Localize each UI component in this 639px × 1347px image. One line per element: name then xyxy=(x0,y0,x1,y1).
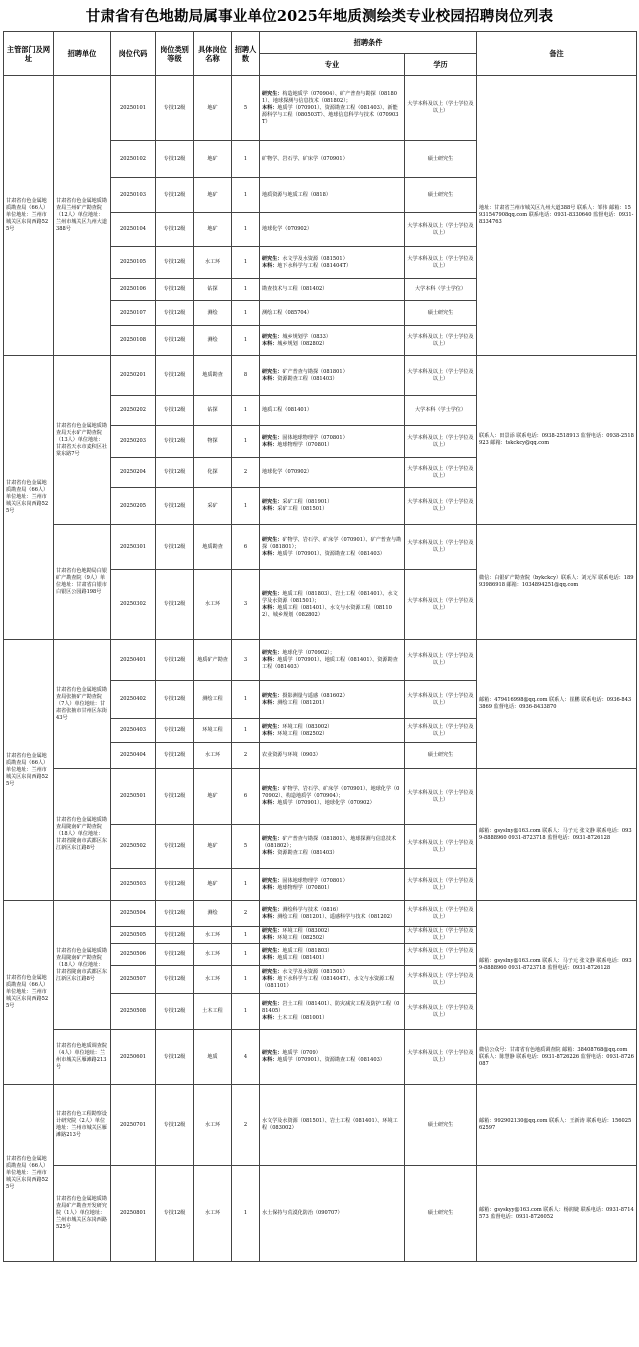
major-cell xyxy=(260,769,405,825)
post-count-cell: 1 xyxy=(232,396,260,426)
table-row xyxy=(4,356,637,396)
unit-cell: 甘肃省有色金属地质勘查局张掖矿产勘查院（7人）单位地址：甘肃省张掖市甘州区东街43号 xyxy=(54,640,111,769)
education-cell: 大学本科及以上（学士学位及以上） xyxy=(405,458,477,488)
major-line: 研究生：岩土工程（081401）、防灾减灾工程及防护工程（081405） xyxy=(262,1001,400,1014)
post-code-cell: 20250107 xyxy=(111,301,156,326)
major-line: 本科：地球物理学（070801） xyxy=(262,884,333,891)
post-count-cell: 1 xyxy=(232,681,260,719)
post-code-cell: 20250801 xyxy=(111,1166,156,1262)
major-line: 本科：地球物理学（070801） xyxy=(262,441,333,448)
post-count-cell: 1 xyxy=(232,141,260,178)
header-code: 岗位代码 xyxy=(111,32,156,76)
post-code-cell: 20250401 xyxy=(111,640,156,681)
post-count-cell: 2 xyxy=(232,901,260,927)
post-code-cell: 20250102 xyxy=(111,141,156,178)
post-count-cell: 3 xyxy=(232,640,260,681)
major-line: 本科：环境工程（082502） xyxy=(262,730,328,737)
major-line: 勘查技术与工程（081402） xyxy=(262,286,328,292)
major-cell xyxy=(260,901,405,927)
major-cell xyxy=(260,1030,405,1085)
post-code-cell: 20250201 xyxy=(111,356,156,396)
post-count-cell: 1 xyxy=(232,869,260,901)
unit-cell: 甘肃省有色金属地质勘查局陇南矿产勘查院（18人）单位地址：甘肃省陇南市武都区东江新区东江路8号 xyxy=(54,769,111,901)
major-line: 本科：测绘工程（081201） xyxy=(262,699,328,706)
major-cell xyxy=(260,927,405,944)
post-name-cell: 地矿 xyxy=(194,825,232,869)
table-row xyxy=(4,1166,637,1262)
post-code-cell: 20250504 xyxy=(111,901,156,927)
post-code-cell: 20250103 xyxy=(111,178,156,213)
major-cell xyxy=(260,1085,405,1166)
post-level-cell: 专技12级 xyxy=(156,326,194,356)
post-level-cell: 专技12级 xyxy=(156,458,194,488)
post-name-cell: 水工环 xyxy=(194,966,232,994)
major-line: 测绘工程（085704） xyxy=(262,309,313,316)
post-count-cell: 8 xyxy=(232,356,260,396)
post-level-cell: 专技12级 xyxy=(156,1166,194,1262)
post-name-cell: 水工环 xyxy=(194,1085,232,1166)
post-code-cell: 20250501 xyxy=(111,769,156,825)
major-cell xyxy=(260,213,405,247)
major-line: 本科：资源勘查工程（081403） xyxy=(262,850,338,856)
post-code-cell: 20250601 xyxy=(111,1030,156,1085)
page-title: 甘肃省有色地勘局属事业单位2025年地质测绘类专业校园招聘岗位列表 xyxy=(85,8,554,25)
major-cell xyxy=(260,396,405,426)
education-cell: 硕士研究生 xyxy=(405,301,477,326)
major-cell xyxy=(260,326,405,356)
post-level-cell: 专技12级 xyxy=(156,488,194,525)
education-cell: 硕士研究生 xyxy=(405,743,477,769)
post-level-cell: 专技12级 xyxy=(156,719,194,743)
header-post: 具体岗位名称 xyxy=(194,32,232,76)
major-line: 研究生：构造地质学（070904）、矿产普查与勘探（081801）、地球探测与信息技术（081802）； xyxy=(262,90,397,104)
post-name-cell: 环境工程 xyxy=(194,719,232,743)
note-cell: 邮箱：479416998@qq.com 联系人：崔鹏 联系电话：0936-8433869 监督电话：0936-8433870 xyxy=(477,640,637,769)
major-cell xyxy=(260,141,405,178)
education-cell: 大学本科及以上（学士学位及以上） xyxy=(405,901,477,927)
major-cell xyxy=(260,488,405,525)
post-count-cell: 5 xyxy=(232,825,260,869)
post-count-cell: 2 xyxy=(232,458,260,488)
header-major: 专业 xyxy=(260,54,405,76)
major-line: 研究生：地球化学（070902）； xyxy=(262,649,335,656)
major-line: 本科：土木工程（081001） xyxy=(262,1015,328,1021)
post-count-cell: 1 xyxy=(232,178,260,213)
major-line: 研究生：摄影测量与遥感（081602） xyxy=(262,692,348,699)
education-cell: 大学本科及以上（学士学位及以上） xyxy=(405,356,477,396)
dept-cell: 甘肃省有色金属地质勘查局（66人）单位地址：兰州市城关区东岗西路525号 xyxy=(4,901,54,1085)
post-level-cell: 专技12级 xyxy=(156,76,194,141)
note-cell: 地址：甘肃省兰州市城关区九州大道388号 联系人：邹伟 邮箱：15931547908qq.com 联系电话：0931-8330640 监督电话：0931-8334763 xyxy=(477,76,637,356)
major-cell xyxy=(260,76,405,141)
post-code-cell: 20250108 xyxy=(111,326,156,356)
header-unit: 招聘单位 xyxy=(54,32,111,76)
major-cell xyxy=(260,525,405,570)
post-name-cell: 地矿 xyxy=(194,213,232,247)
major-line: 农业资源与环境（0903） xyxy=(262,752,321,758)
major-line: 研究生：环境工程（083002） xyxy=(262,928,333,934)
header-conditions: 招聘条件 xyxy=(260,32,477,54)
post-code-cell: 20250302 xyxy=(111,570,156,640)
post-code-cell: 20250508 xyxy=(111,994,156,1030)
education-cell: 大学本科及以上（学士学位及以上） xyxy=(405,640,477,681)
post-count-cell: 3 xyxy=(232,570,260,640)
education-cell: 大学本科及以上（学士学位及以上） xyxy=(405,326,477,356)
post-count-cell: 5 xyxy=(232,76,260,141)
post-name-cell: 地矿 xyxy=(194,76,232,141)
note-cell: 邮箱：gsyskyy@163.com 联系人：杨润婕 联系电话：0931-8714573 监督电话：0931-8726052 xyxy=(477,1166,637,1262)
post-count-cell: 1 xyxy=(232,994,260,1030)
header-dept: 主管部门及网址 xyxy=(4,32,54,76)
major-line: 矿物学、岩石学、矿床学（070901） xyxy=(262,155,348,162)
post-name-cell: 钻探 xyxy=(194,396,232,426)
post-name-cell: 物探 xyxy=(194,426,232,458)
major-line: 水文学及水资源（081501）、岩土工程（081401）、环境工程（083002） xyxy=(262,1118,398,1131)
post-level-cell: 专技12级 xyxy=(156,640,194,681)
post-code-cell: 20250204 xyxy=(111,458,156,488)
major-line: 研究生：固体地球物理学（070801） xyxy=(262,877,348,884)
education-cell: 大学本科及以上（学士学位及以上） xyxy=(405,76,477,141)
post-code-cell: 20250505 xyxy=(111,927,156,944)
major-cell xyxy=(260,458,405,488)
post-level-cell: 专技12级 xyxy=(156,301,194,326)
post-name-cell: 水工环 xyxy=(194,944,232,966)
post-name-cell: 采矿 xyxy=(194,488,232,525)
education-cell: 大学本科及以上（学士学位及以上） xyxy=(405,247,477,279)
note-cell: 邮箱：gsyslny@163.com 联系人：马子元 张文静 联系电话：0939-8888960 0931-8723718 监督电话：0931-8726128 xyxy=(477,901,637,1030)
post-code-cell: 20250101 xyxy=(111,76,156,141)
major-line: 本科：地质学（070901）、地质工程（081401）、资源勘查工程（081403） xyxy=(262,656,398,670)
post-level-cell: 专技12级 xyxy=(156,825,194,869)
post-level-cell: 专技12级 xyxy=(156,966,194,994)
unit-cell: 甘肃省有色金属地质勘查局矿产勘查开发研究院（1人）单位地址：兰州市城关区东岗西路525号 xyxy=(54,1166,111,1262)
education-cell: 大学本科及以上（学士学位及以上） xyxy=(405,769,477,825)
education-cell: 大学本科（学士学位） xyxy=(405,279,477,301)
education-cell: 大学本科及以上（学士学位及以上） xyxy=(405,488,477,525)
major-line: 研究生：水文学及水资源（081501） xyxy=(262,969,348,975)
post-name-cell: 地矿 xyxy=(194,141,232,178)
major-cell xyxy=(260,1166,405,1262)
post-name-cell: 水工环 xyxy=(194,247,232,279)
major-cell xyxy=(260,279,405,301)
education-cell: 大学本科（学士学位） xyxy=(405,396,477,426)
note-cell: 微信公众号：甘肃省有色地质调查院 邮箱：38408768@qq.com 联系人：陈慧静 联系电话：0931-8726226 监督电话：0931-8726087 xyxy=(477,1030,637,1085)
header-note: 备注 xyxy=(477,32,637,76)
major-cell xyxy=(260,356,405,396)
recruitment-table xyxy=(3,31,637,1262)
table-row xyxy=(4,1030,637,1085)
post-code-cell: 20250507 xyxy=(111,966,156,994)
education-cell: 大学本科及以上（学士学位及以上） xyxy=(405,719,477,743)
major-cell xyxy=(260,944,405,966)
education-cell: 硕士研究生 xyxy=(405,1166,477,1262)
header-level: 岗位类别等级 xyxy=(156,32,194,76)
post-code-cell: 20250506 xyxy=(111,944,156,966)
post-code-cell: 20250202 xyxy=(111,396,156,426)
major-cell xyxy=(260,640,405,681)
post-level-cell: 专技12级 xyxy=(156,279,194,301)
major-line: 水土保持与荒漠化防治（090707） xyxy=(262,1210,343,1216)
post-code-cell: 20250701 xyxy=(111,1085,156,1166)
major-line: 本科：城乡规划（082802） xyxy=(262,340,328,347)
post-code-cell: 20250203 xyxy=(111,426,156,458)
major-line: 研究生：环境工程（083002） xyxy=(262,723,333,730)
post-count-cell: 6 xyxy=(232,769,260,825)
education-cell: 大学本科及以上（学士学位及以上） xyxy=(405,869,477,901)
education-cell: 大学本科及以上（学士学位及以上） xyxy=(405,994,477,1030)
major-cell xyxy=(260,994,405,1030)
dept-cell: 甘肃省有色金属地质勘查局（66人）单位地址：兰州市城关区东岗西路525号 xyxy=(4,356,54,640)
table-row xyxy=(4,76,637,141)
post-count-cell: 1 xyxy=(232,927,260,944)
table-row xyxy=(4,769,637,825)
post-count-cell: 1 xyxy=(232,326,260,356)
education-cell: 大学本科及以上（学士学位及以上） xyxy=(405,681,477,719)
post-count-cell: 1 xyxy=(232,1166,260,1262)
major-line: 地质工程（081401） xyxy=(262,407,313,413)
post-count-cell: 2 xyxy=(232,743,260,769)
major-cell xyxy=(260,869,405,901)
post-level-cell: 专技12级 xyxy=(156,901,194,927)
post-code-cell: 20250502 xyxy=(111,825,156,869)
major-cell xyxy=(260,719,405,743)
major-line: 本科：地质学（070901）、资源勘查工程（081403）、新能源科学与工程（080503T）、地球信息科学与技术（070903T） xyxy=(262,104,399,125)
education-cell: 大学本科及以上（学士学位及以上） xyxy=(405,525,477,570)
post-name-cell: 地质矿产勘查 xyxy=(194,640,232,681)
post-level-cell: 专技12级 xyxy=(156,927,194,944)
education-cell: 硕士研究生 xyxy=(405,1085,477,1166)
major-line: 地球化学（070902） xyxy=(262,226,313,232)
post-level-cell: 专技12级 xyxy=(156,944,194,966)
post-name-cell: 水工环 xyxy=(194,1166,232,1262)
post-count-cell: 2 xyxy=(232,1085,260,1166)
major-line: 本科：采矿工程（081501） xyxy=(262,506,328,512)
post-level-cell: 专技12级 xyxy=(156,213,194,247)
post-name-cell: 地矿 xyxy=(194,869,232,901)
post-count-cell: 1 xyxy=(232,247,260,279)
header-edu: 学历 xyxy=(405,54,477,76)
major-cell xyxy=(260,570,405,640)
major-cell xyxy=(260,301,405,326)
major-line: 本科：环境工程（082502） xyxy=(262,935,328,941)
post-level-cell: 专技12级 xyxy=(156,426,194,458)
education-cell: 大学本科及以上（学士学位及以上） xyxy=(405,570,477,640)
major-line: 本科：地质学（070901）、资源勘查工程（081403） xyxy=(262,550,385,557)
post-count-cell: 1 xyxy=(232,944,260,966)
post-code-cell: 20250301 xyxy=(111,525,156,570)
major-line: 研究生：城乡规划学（0833） xyxy=(262,333,332,340)
education-cell: 硕士研究生 xyxy=(405,141,477,178)
post-code-cell: 20250403 xyxy=(111,719,156,743)
major-line: 本科：地质学（070901）、地球化学（070902） xyxy=(262,800,375,806)
major-line: 地质资源与地质工程（0818） xyxy=(262,191,331,198)
major-line: 研究生：固体地球物理学（070801） xyxy=(262,434,348,441)
note-cell: 微信：白银矿产勘查院（bykckcy）联系人：刘元军 联系电话：18993986918 邮箱：1034894251@qq.com xyxy=(477,525,637,640)
post-name-cell: 地质 xyxy=(194,1030,232,1085)
major-line: 研究生：地质工程（081803） xyxy=(262,947,333,954)
post-level-cell: 专技12级 xyxy=(156,994,194,1030)
major-cell xyxy=(260,966,405,994)
post-count-cell: 4 xyxy=(232,1030,260,1085)
major-cell xyxy=(260,247,405,279)
major-line: 研究生：测绘科学与技术（0816） xyxy=(262,906,342,913)
post-name-cell: 测绘工程 xyxy=(194,681,232,719)
table-row xyxy=(4,901,637,927)
post-code-cell: 20250404 xyxy=(111,743,156,769)
post-name-cell: 水工环 xyxy=(194,743,232,769)
unit-cell: 甘肃省有色金属地质勘查局陇南矿产勘查院（18人）单位地址：甘肃省陇南市武都区东江新区东江路8号 xyxy=(54,901,111,1030)
unit-cell: 甘肃省有色地勘局白银矿产勘查院（9人）单位地址：甘肃省白银市白银区公园路198号 xyxy=(54,525,111,640)
major-cell xyxy=(260,825,405,869)
post-name-cell: 水工环 xyxy=(194,570,232,640)
unit-cell: 甘肃省有色地质调查院（4人）单位地址：兰州市城关区雁滩路213号 xyxy=(54,1030,111,1085)
post-name-cell: 测绘 xyxy=(194,301,232,326)
post-level-cell: 专技12级 xyxy=(156,396,194,426)
table-row xyxy=(4,1085,637,1166)
major-cell xyxy=(260,426,405,458)
post-name-cell: 地质勘查 xyxy=(194,525,232,570)
major-line: 本科：资源勘查工程（081403） xyxy=(262,375,338,382)
major-cell xyxy=(260,681,405,719)
post-name-cell: 化探 xyxy=(194,458,232,488)
major-line: 本科：地质工程（081401） xyxy=(262,954,328,961)
post-level-cell: 专技12级 xyxy=(156,178,194,213)
major-line: 地球化学（070902） xyxy=(262,469,313,475)
major-line: 本科：地质学（070901）、资源勘查工程（081403） xyxy=(262,1057,385,1063)
note-cell: 联系人：田景添 联系电话：0938-2518913 监督电话：0938-2518923 邮箱：tskckcy@qq.com xyxy=(477,356,637,525)
post-level-cell: 专技12级 xyxy=(156,769,194,825)
post-count-cell: 6 xyxy=(232,525,260,570)
major-line: 本科：测绘工程（081201）、遥感科学与技术（081202） xyxy=(262,913,396,920)
post-level-cell: 专技12级 xyxy=(156,681,194,719)
post-level-cell: 专技12级 xyxy=(156,570,194,640)
post-name-cell: 地质勘查 xyxy=(194,356,232,396)
major-line: 研究生：矿物学、岩石学、矿床学（070901）、地球化学（070902）、构造地质学（070904）； xyxy=(262,786,400,799)
post-count-cell: 1 xyxy=(232,488,260,525)
major-line: 研究生：地质学（0709） xyxy=(262,1050,321,1056)
major-line: 研究生：矿产普查与勘探（081801） xyxy=(262,368,348,375)
major-line: 研究生：矿物学、岩石学、矿床学（070901）、矿产普查与勘探（081801）； xyxy=(262,536,402,550)
post-level-cell: 专技12级 xyxy=(156,743,194,769)
major-line: 研究生：水文学及水资源（081501） xyxy=(262,255,348,262)
education-cell: 大学本科及以上（学士学位及以上） xyxy=(405,1030,477,1085)
post-code-cell: 20250106 xyxy=(111,279,156,301)
post-count-cell: 1 xyxy=(232,213,260,247)
post-name-cell: 测绘 xyxy=(194,901,232,927)
post-count-cell: 1 xyxy=(232,426,260,458)
post-name-cell: 测绘 xyxy=(194,326,232,356)
post-count-cell: 1 xyxy=(232,966,260,994)
post-code-cell: 20250205 xyxy=(111,488,156,525)
post-level-cell: 专技12级 xyxy=(156,869,194,901)
post-name-cell: 水工环 xyxy=(194,927,232,944)
note-cell: 邮箱：992902130@qq.com 联系人：王新涛 联系电话：15602562597 xyxy=(477,1085,637,1166)
major-cell xyxy=(260,743,405,769)
education-cell: 大学本科及以上（学士学位及以上） xyxy=(405,927,477,944)
post-count-cell: 1 xyxy=(232,301,260,326)
post-level-cell: 专技12级 xyxy=(156,1085,194,1166)
major-line: 本科：地下水科学与工程（081404T）、水文与水资源工程（081101） xyxy=(262,976,395,989)
major-line: 研究生：矿产普查与勘探（081801）、地球探测与信息技术（081802）； xyxy=(262,836,397,849)
post-count-cell: 1 xyxy=(232,279,260,301)
education-cell: 大学本科及以上（学士学位及以上） xyxy=(405,825,477,869)
major-cell xyxy=(260,178,405,213)
post-name-cell: 土木工程 xyxy=(194,994,232,1030)
unit-cell: 甘肃省有色金属地质勘查局天水矿产勘查院（13人）单位地址：甘肃省天水市麦积区社棠东路7号 xyxy=(54,356,111,525)
dept-cell: 甘肃省有色金属地质勘查局（66人）单位地址：兰州市城关区东岗西路525号 xyxy=(4,76,54,356)
dept-cell: 甘肃省有色金属地质勘查局（66人）单位地址：兰州市城关区东岗西路525号 xyxy=(4,640,54,901)
major-line: 研究生：地质工程（081803）、岩土工程（081401）、水文学及水资源（081501）； xyxy=(262,590,398,604)
post-code-cell: 20250402 xyxy=(111,681,156,719)
note-cell: 邮箱：gsyslny@163.com 联系人：马子元 张文静 联系电话：0939-8888960 0931-8723718 监督电话：0931-8726128 xyxy=(477,769,637,901)
post-level-cell: 专技12级 xyxy=(156,356,194,396)
major-line: 研究生：采矿工程（081901） xyxy=(262,499,333,505)
unit-cell: 甘肃省有色工程勘察设计研究院（2人）单位地址：兰州市城关区雁滩路213号 xyxy=(54,1085,111,1166)
post-level-cell: 专技12级 xyxy=(156,141,194,178)
major-line: 本科：地质工程（081401）、水文与水资源工程（081102）、城乡规划（082802） xyxy=(262,604,392,618)
post-level-cell: 专技12级 xyxy=(156,247,194,279)
education-cell: 硕士研究生 xyxy=(405,178,477,213)
post-name-cell: 地矿 xyxy=(194,769,232,825)
post-name-cell: 钻探 xyxy=(194,279,232,301)
education-cell: 大学本科及以上（学士学位及以上） xyxy=(405,213,477,247)
post-code-cell: 20250503 xyxy=(111,869,156,901)
post-count-cell: 1 xyxy=(232,719,260,743)
post-code-cell: 20250105 xyxy=(111,247,156,279)
major-line: 本科：地下水科学与工程（081404T） xyxy=(262,262,352,269)
education-cell: 大学本科及以上（学士学位及以上） xyxy=(405,426,477,458)
table-row xyxy=(4,640,637,681)
table-row xyxy=(4,525,637,570)
post-level-cell: 专技12级 xyxy=(156,1030,194,1085)
post-name-cell: 地矿 xyxy=(194,178,232,213)
education-cell: 大学本科及以上（学士学位及以上） xyxy=(405,944,477,966)
header-num: 招聘人数 xyxy=(232,32,260,76)
post-code-cell: 20250104 xyxy=(111,213,156,247)
post-level-cell: 专技12级 xyxy=(156,525,194,570)
unit-cell: 甘肃省有色金属地质勘查局兰州矿产勘查院（12人）单位地址：兰州市城关区九州大道388号 xyxy=(54,76,111,356)
education-cell: 大学本科及以上（学士学位及以上） xyxy=(405,966,477,994)
dept-cell: 甘肃省有色金属地质勘查局（66人）单位地址：兰州市城关区东岗西路525号 xyxy=(4,1085,54,1262)
